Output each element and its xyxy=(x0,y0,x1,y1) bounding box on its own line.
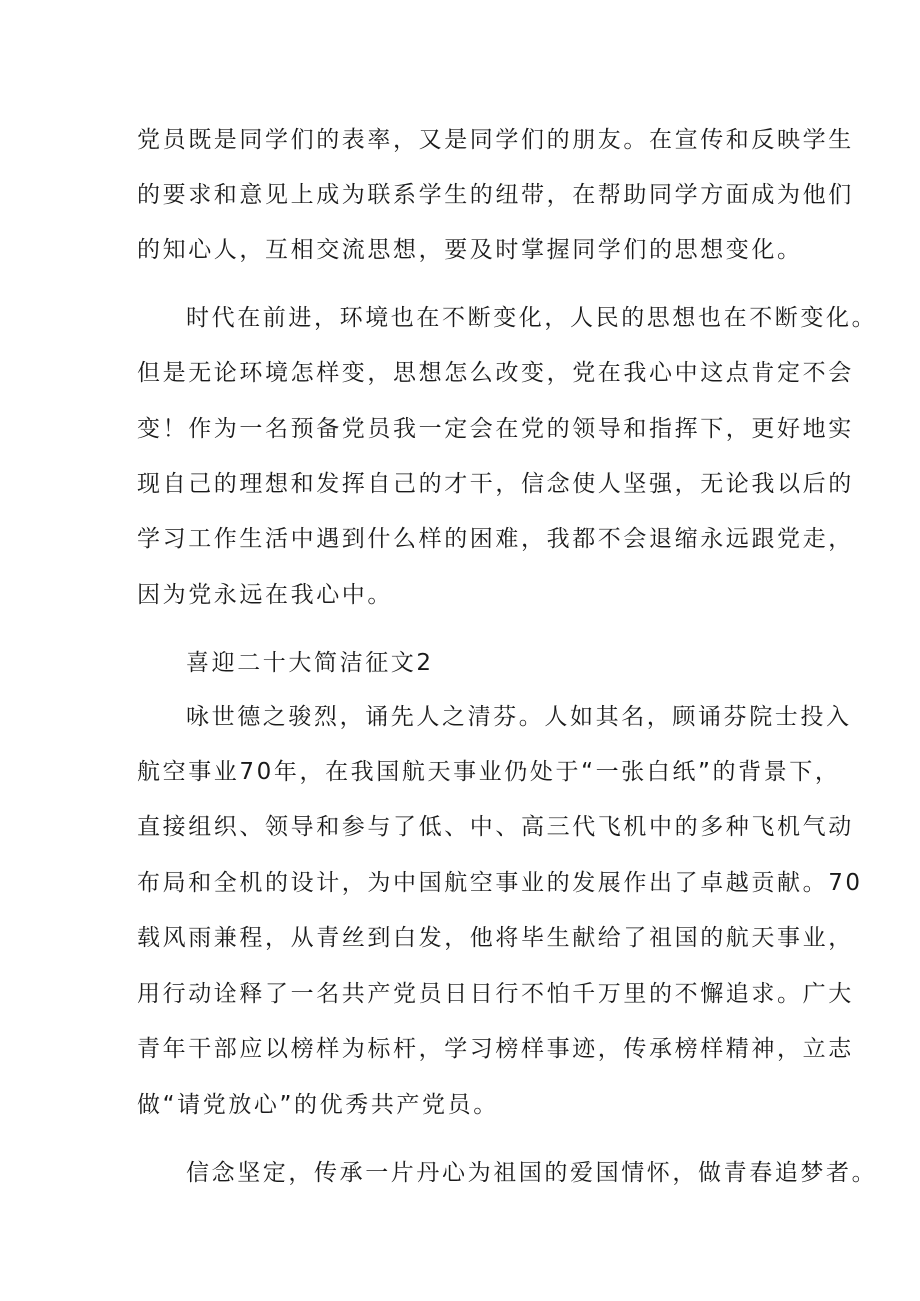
section-heading: 喜迎二十大简洁征文2 xyxy=(186,650,434,676)
text-line: 的知心人，互相交流思想，要及时掌握同学们的思想变化。 xyxy=(137,237,803,263)
text-line: 时代在前进，环境也在不断变化，人民的思想也在不断变化。 xyxy=(186,305,878,331)
text-line: 信念坚定，传承一片丹心为祖国的爱国情怀，做青春追梦者。 xyxy=(186,1160,878,1186)
text-line: 咏世德之骏烈，诵先人之清芬。人如其名，顾诵芬院士投入 xyxy=(186,704,852,730)
text-line: 布局和全机的设计，为中国航空事业的发展作出了卓越贡献。70 xyxy=(137,870,863,896)
text-line: 做“请党放心”的优秀共产党员。 xyxy=(137,1092,499,1118)
text-line: 学习工作生活中遇到什么样的困难，我都不会退缩永远跟党走， xyxy=(137,526,854,552)
text-line: 载风雨兼程，从青丝到白发，他将毕生献给了祖国的航天事业， xyxy=(137,925,854,951)
text-line: 用行动诠释了一名共产党员日日行不怕千万里的不懈追求。广大 xyxy=(137,981,854,1007)
text-line: 现自己的理想和发挥自己的才干，信念使人坚强，无论我以后的 xyxy=(137,471,854,497)
text-line: 直接组织、领导和参与了低、中、高三代飞机中的多种飞机气动 xyxy=(137,814,854,840)
text-line: 青年干部应以榜样为标杆，学习榜样事迹，传承榜样精神，立志 xyxy=(137,1036,854,1062)
text-line: 航空事业70年，在我国航天事业仍处于“一张白纸”的背景下， xyxy=(137,759,841,785)
text-line: 的要求和意见上成为联系学生的纽带，在帮助同学方面成为他们 xyxy=(137,182,854,208)
text-line: 因为党永远在我心中。 xyxy=(137,582,393,608)
text-line: 变！作为一名预备党员我一定会在党的领导和指挥下，更好地实 xyxy=(137,416,854,442)
text-line: 但是无论环境怎样变，思想怎么改变，党在我心中这点肯定不会 xyxy=(137,360,854,386)
text-line: 党员既是同学们的表率，又是同学们的朋友。在宣传和反映学生 xyxy=(137,127,854,153)
